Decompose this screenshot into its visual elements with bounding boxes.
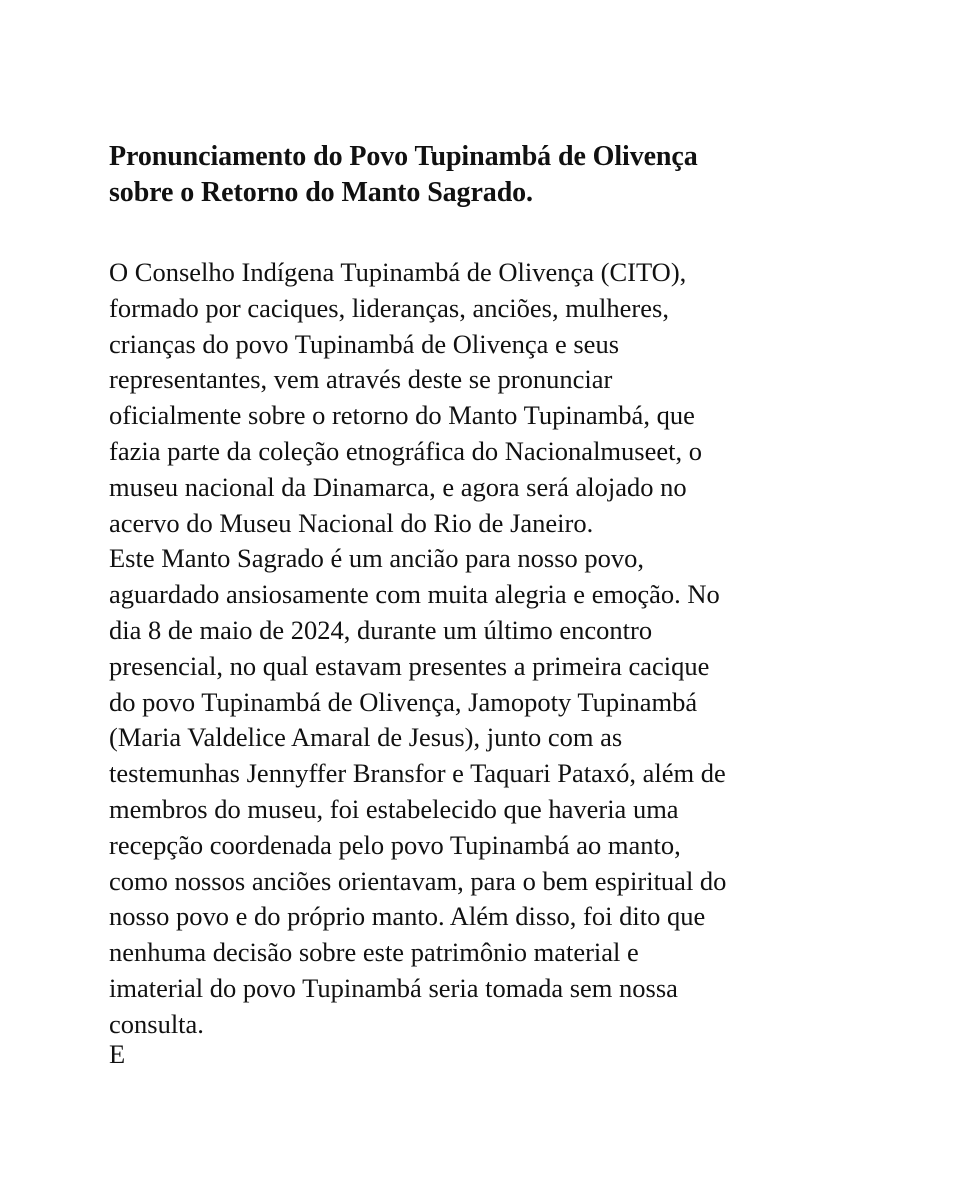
body-line: museu nacional da Dinamarca, e agora será alojado no: [109, 471, 687, 502]
body-line: presencial, no qual estavam presentes a primeira cacique: [109, 650, 710, 681]
body-line: dia 8 de maio de 2024, durante um último encontro: [109, 614, 653, 645]
body-line: testemunhas Jennyffer Bransfor e Taquari Pataxó, além de: [109, 758, 726, 789]
body-line: acervo do Museu Nacional do Rio de Janeiro.: [109, 507, 594, 538]
body-line: imaterial do povo Tupinambá seria tomada sem nossa: [109, 972, 678, 1003]
body-line: (Maria Valdelice Amaral de Jesus), junto com as: [109, 722, 623, 753]
title-line: Pronunciamento do Povo Tupinambá de Olivença: [109, 141, 698, 172]
body-line: recepção coordenada pelo povo Tupinambá ao manto,: [109, 829, 681, 860]
body-line: oficialmente sobre o retorno do Manto Tupinambá, que: [109, 400, 695, 431]
body-line: nosso povo e do próprio manto. Além disso, foi dito que: [109, 901, 706, 932]
body-line: consulta.: [109, 1008, 204, 1039]
body-line: nenhuma decisão sobre este patrimônio material e: [109, 937, 639, 968]
body-line: crianças do povo Tupinambá de Olivença e seus: [109, 328, 620, 359]
document-body: [109, 255, 869, 1043]
cropped-next-line: [109, 1039, 869, 1076]
cropped-text-fragment: E ⁠ ⁠ ⁠: [109, 1039, 146, 1069]
body-line: membros do museu, foi estabelecido que haveria uma: [109, 793, 679, 824]
body-line: do povo Tupinambá de Olivença, Jamopoty Tupinambá: [109, 686, 698, 717]
body-line: Este Manto Sagrado é um ancião para nosso povo,: [109, 543, 645, 574]
body-line: como nossos anciões orientavam, para o bem espiritual do: [109, 865, 727, 896]
body-line: representantes, vem através deste se pronunciar: [109, 364, 613, 395]
document-content: [109, 139, 869, 1043]
document-title: [109, 139, 869, 211]
title-line: sobre o Retorno do Manto Sagrado.: [109, 177, 533, 208]
body-line: formado por caciques, lideranças, anciões, mulheres,: [109, 292, 669, 323]
body-line: O Conselho Indígena Tupinambá de Olivença (CITO),: [109, 257, 687, 287]
body-line: aguardado ansiosamente com muita alegria e emoção. No: [109, 579, 720, 610]
body-line: fazia parte da coleção etnográfica do Nacionalmuseet, o: [109, 435, 702, 466]
